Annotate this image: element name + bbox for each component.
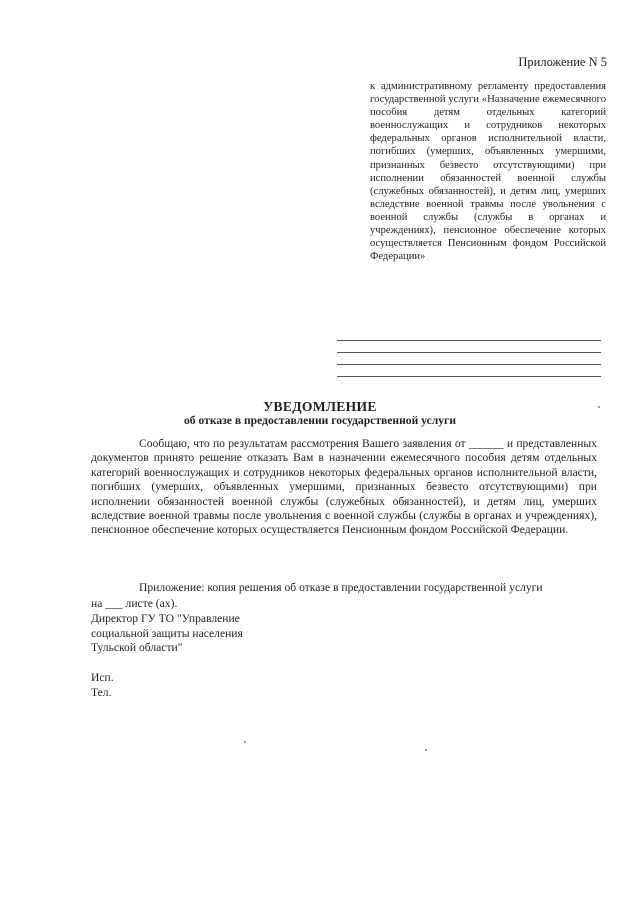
phone-label: Тел. bbox=[91, 686, 112, 699]
signature-block bbox=[91, 612, 243, 656]
attachment-sheets-line: на ___ листе (ах). bbox=[91, 596, 178, 610]
scan-speck bbox=[425, 749, 427, 751]
appendix-number: Приложение N 5 bbox=[518, 55, 607, 69]
scan-speck bbox=[244, 741, 246, 743]
scan-speck bbox=[598, 406, 600, 408]
notice-body bbox=[91, 437, 597, 538]
signature-line: социальной защиты населения bbox=[91, 626, 243, 640]
addressee-line bbox=[337, 341, 601, 353]
regulation-reference: к административному регламенту предоставления государственной услуги «Назначение ежемесячного пособия детям отдельных категорий военнослужащих и сотрудников некоторых федеральных органов исполнительной власти, погибших (умерших, объявленных умершими, признанных безвесто отсутствующими) при исполнении обязанностей военной службы (служебных обязанностей), и детям лиц, умерших вследствие военной травмы после увольнения с военной службы (службы в органах и учреждениях), пенсионное обеспечение которых осуществляется Пенсионным фондом Российской Федерации» bbox=[370, 81, 606, 263]
signature-line: Тульской области" bbox=[91, 641, 183, 655]
contacts-block bbox=[91, 670, 114, 700]
addressee-line bbox=[337, 365, 601, 377]
executor-label: Исп. bbox=[91, 671, 114, 684]
notice-body-paragraph: Сообщаю, что по результатам рассмотрения Вашего заявления от ______ и представленных документов принято решение отказать Вам в назначении ежемесячного пособия детям отдельных категорий военнослужащих и сотрудников некоторых федеральных органов исполнительной власти, погибших (умерших, объявленных умершими, признанных безвесто отсутствующими) при исполнении обязанностей военной службы (служебных обязанностей), и детям лиц, умерших вследствие военной травмы после увольнения с военной службы (службы в органах и учреждениях), пенсионное обеспечение которых осуществляется Пенсионным фондом Российской Федерации. bbox=[91, 437, 597, 537]
addressee-blank-lines bbox=[337, 329, 601, 377]
attachment-line: Приложение: копия решения об отказе в предоставлении государственной услуги bbox=[139, 581, 543, 594]
notice-subtitle: об отказе в предоставлении государственной услуги bbox=[183, 414, 456, 427]
addressee-line bbox=[337, 329, 601, 341]
notice-title: УВЕДОМЛЕНИЕ bbox=[263, 399, 377, 414]
addressee-line bbox=[337, 353, 601, 365]
signature-line: Директор ГУ ТО "Управление bbox=[91, 612, 240, 625]
attachment-note bbox=[91, 580, 597, 611]
